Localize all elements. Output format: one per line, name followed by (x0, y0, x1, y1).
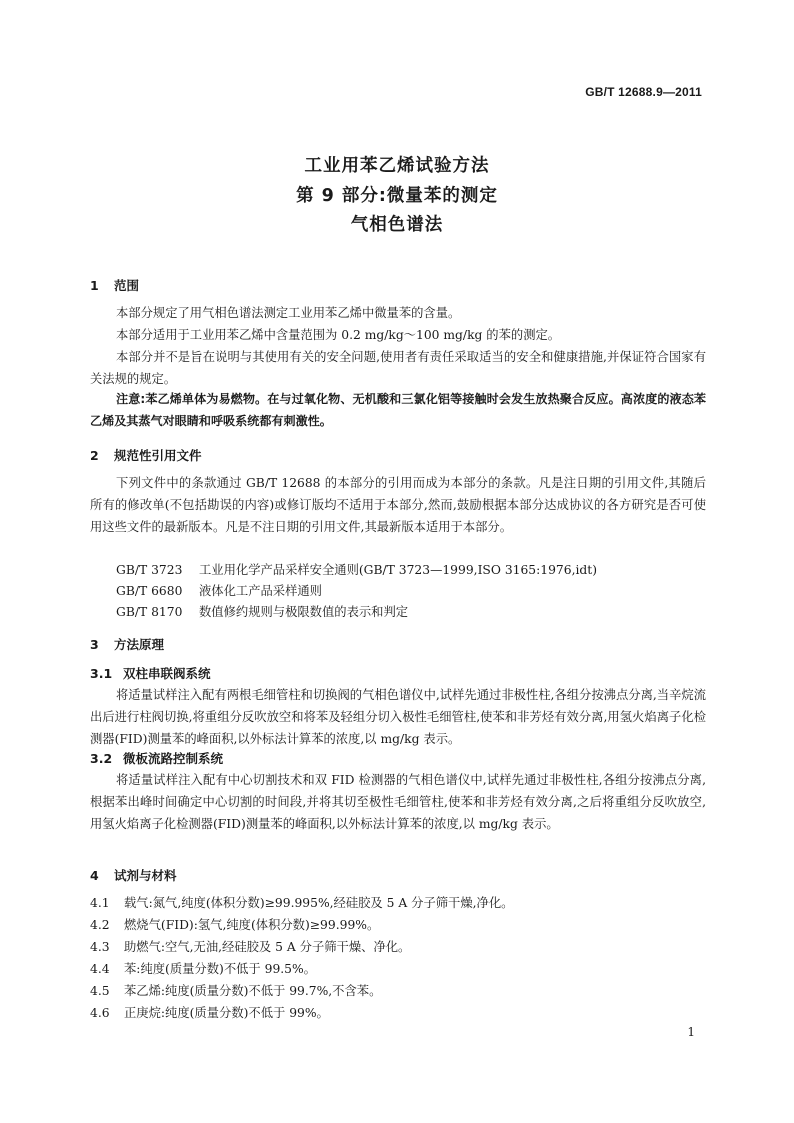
page-number: 1 (687, 1025, 695, 1039)
item-text: 燃烧气(FID):氢气,纯度(体积分数)≥99.99%。 (124, 918, 380, 932)
item-number: 4.2 (90, 918, 110, 932)
section-title: 范围 (114, 278, 140, 293)
reference-title: 工业用化学产品采样安全通则(GB/T 3723—1999,ISO 3165:1976,idt) (199, 563, 598, 577)
section-3-heading (90, 635, 164, 653)
subsection-title: 微板流路控制系统 (123, 751, 224, 766)
standard-number: GB/T 12688.9—2011 (585, 85, 702, 99)
principle-3-1-text: 将适量试样注入配有两根毛细管柱和切换阀的气相色谱仪中,试样先通过非极性柱,各组分按沸点分离,当辛烷流出后进行柱阀切换,将重组分反吹放空和将苯及轻组分切入极性毛细管柱,使苯和非芳烃有效分离,用氢火焰离子化检测器(FID)测量苯的峰面积,以外标法计算苯的浓度,以 mg/kg 表示。 (90, 688, 706, 746)
section-4-heading (90, 866, 177, 884)
reference-code: GB/T 3723 (116, 563, 183, 577)
reference-code: GB/T 6680 (116, 584, 183, 598)
reagent-item (90, 937, 410, 955)
item-number: 4.3 (90, 940, 110, 954)
subsection-title: 双柱串联阀系统 (123, 666, 211, 681)
section-2-heading (90, 446, 202, 464)
section-1-heading (90, 276, 139, 294)
section-number: 2 (90, 448, 99, 463)
scope-para-2: 本部分适用于工业用苯乙烯中含量范围为 0.2 mg/kg～100 mg/kg 的苯的测定。 (116, 328, 561, 342)
item-text: 正庚烷:纯度(质量分数)不低于 99%。 (124, 1006, 329, 1020)
section-title: 试剂与材料 (114, 868, 177, 883)
reference-item (116, 560, 597, 578)
item-text: 助燃气:空气,无油,经硅胶及 5 A 分子筛干燥、净化。 (124, 940, 411, 954)
reagent-item (90, 1003, 329, 1021)
item-number: 4.4 (90, 962, 110, 976)
reagent-item (90, 959, 316, 977)
item-number: 4.1 (90, 896, 110, 910)
reagent-item (90, 981, 381, 999)
subsection-number: 3.2 (90, 751, 113, 766)
doc-title-line2: 第 9 部分:微量苯的测定 (296, 186, 498, 206)
subsection-3-1-heading (90, 664, 211, 682)
normative-references-intro: 下列文件中的条款通过 GB/T 12688 的本部分的引用而成为本部分的条款。凡是注日期的引用文件,其随后所有的修改单(不包括勘误的内容)或修订版均不适用于本部分,然而,鼓励根据本部分达成协议的各方研究是否可使用这些文件的最新版本。凡是不注日期的引用文件,其最新版本适用于本部分。 (90, 476, 706, 534)
reference-item (116, 602, 408, 620)
section-title: 规范性引用文件 (114, 448, 202, 463)
reference-code: GB/T 8170 (116, 605, 183, 619)
principle-3-2-text: 将适量试样注入配有中心切割技术和双 FID 检测器的气相色谱仪中,试样先通过非极性柱,各组分按沸点分离,根据苯出峰时间确定中心切割的时间段,并将其切至极性毛细管柱,使苯和非芳烃有效分离,之后将重组分反吹放空,用氢火焰离子化检测器(FID)测量苯的峰面积,以外标法计算苯的浓度,以 mg/kg 表示。 (90, 773, 706, 831)
subsection-number: 3.1 (90, 666, 113, 681)
section-title: 方法原理 (114, 637, 165, 652)
scope-para-1: 本部分规定了用气相色谱法测定工业用苯乙烯中微量苯的含量。 (116, 306, 461, 320)
reference-item (116, 581, 322, 599)
scope-para-3: 本部分并不是旨在说明与其使用有关的安全问题,使用者有责任采取适当的安全和健康措施,并保证符合国家有关法规的规定。 (90, 350, 706, 386)
section-number: 4 (90, 868, 99, 883)
item-text: 苯乙烯:纯度(质量分数)不低于 99.7%,不含苯。 (124, 984, 382, 998)
item-text: 苯:纯度(质量分数)不低于 99.5%。 (124, 962, 316, 976)
item-text: 载气:氮气,纯度(体积分数)≥99.995%,经硅胶及 5 A 分子筛干燥,净化。 (124, 896, 514, 910)
section-number: 3 (90, 637, 99, 652)
reagent-item (90, 893, 513, 911)
section-number: 1 (90, 278, 99, 293)
subsection-3-2-heading (90, 749, 223, 767)
item-number: 4.5 (90, 984, 110, 998)
reference-title: 液体化工产品采样通则 (199, 584, 322, 598)
doc-title-line1: 工业用苯乙烯试验方法 (304, 156, 490, 176)
item-number: 4.6 (90, 1006, 110, 1020)
reagent-item (90, 915, 379, 933)
safety-note: 注意:苯乙烯单体为易燃物。在与过氧化物、无机酸和三氯化铝等接触时会发生放热聚合反应。高浓度的液态苯乙烯及其蒸气对眼睛和呼吸系统都有刺激性。 (90, 392, 706, 428)
doc-title-line3: 气相色谱法 (350, 215, 444, 235)
reference-title: 数值修约规则与极限数值的表示和判定 (199, 605, 409, 619)
